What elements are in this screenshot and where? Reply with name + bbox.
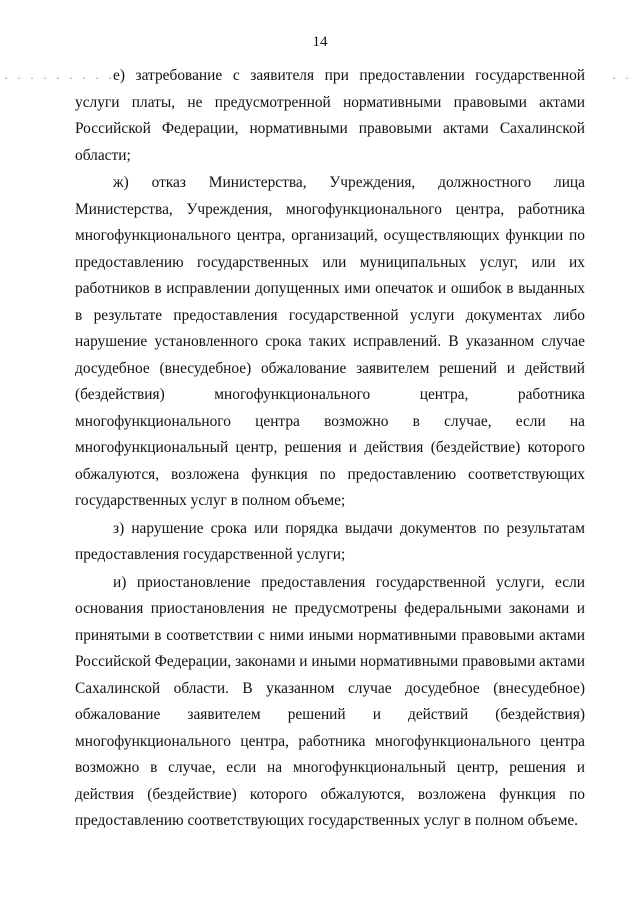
document-body <box>75 63 585 836</box>
scan-artifact-right: · · <box>612 71 632 85</box>
paragraph-z: з) нарушение срока или порядка выдачи документов по результатам предоставления государственной услуги; <box>75 519 585 563</box>
scan-artifact-left: · · · · · · · · · <box>4 71 115 85</box>
page-number: 14 <box>312 34 328 50</box>
paragraph-e: е) затребование с заявителя при предоставлении государственной услуги платы, не предусмотренной нормативными правовыми актами Российской Федерации, нормативными правовыми актами Сахалинской области; <box>75 67 585 164</box>
paragraph-zh: ж) отказ Министерства, Учреждения, должностного лица Министерства, Учреждения, многофункционального центра, работника многофункционального центра, организаций, осуществляющих функции по предоставлению государственных или муниципальных услуг, или их работников в исправлении допущенных ими опечаток и ошибок в выданных в результате предоставления государственной услуги документах либо нарушение установленного срока таких исправлений. В указанном случае досудебное (внесудебное) обжалование заявителем решений и действий (бездействия) многофункционального центра, работника многофункционального центра возможно в случае, если на многофункциональный центр, решения и действия (бездействие) которого обжалуются, возложена функция по предоставлению соответствующих государственных услуг в полном объеме; <box>75 174 585 509</box>
paragraph-i: и) приостановление предоставления государственной услуги, если основания приостановления не предусмотрены федеральными законами и принятыми в соответствии с ними иными нормативными правовыми актами Российской Федерации, законами и иными нормативными правовыми актами Сахалинской области. В указанном случае досудебное (внесудебное) обжалование заявителем решений и действий (бездействия) многофункционального центра, работника многофункционального центра возможно в случае, если на многофункциональный центр, решения и действия (бездействие) которого обжалуются, возложена функция по предоставлению соответствующих государственных услуг в полном объеме. <box>75 573 585 829</box>
